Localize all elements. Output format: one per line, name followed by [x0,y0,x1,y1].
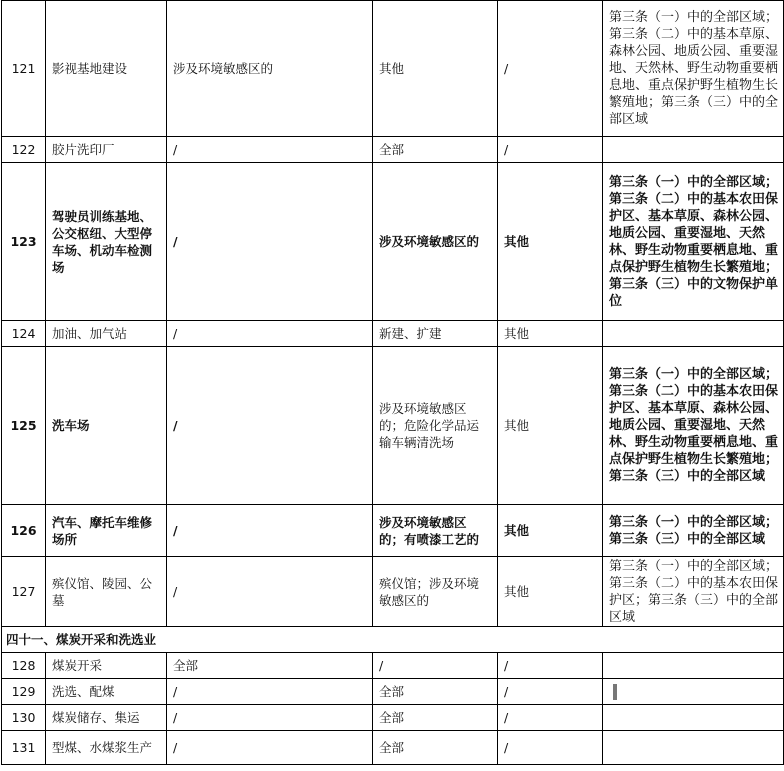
sensitive-area-cell [603,679,784,705]
sensitive-area-cell: 第三条（一）中的全部区域；第三条（二）中的基本农田保护区、基本草原、森林公园、地质公园、重要湿地、天然林、野生动物重要栖息地、重点保护野生植物生长繁殖地；第三条（三）中的全部区域 [603,347,784,505]
sensitive-area-cell [603,653,784,679]
registration-cell: / [498,705,603,731]
report-book-cell: / [167,705,373,731]
row-number: 130 [2,705,46,731]
table-row [2,731,784,765]
table-row [2,705,784,731]
project-classification-table [1,0,784,765]
row-number: 122 [2,137,46,163]
sensitive-area-cell: 第三条（一）中的全部区域；第三条（三）中的全部区域 [603,505,784,557]
section-header-row [2,627,784,653]
row-number: 125 [2,347,46,505]
registration-cell: 其他 [498,321,603,347]
report-form-cell: 涉及环境敏感区的；危险化学品运输车辆清洗场 [373,347,498,505]
registration-cell: / [498,731,603,765]
report-form-cell: 殡仪馆；涉及环境敏感区的 [373,557,498,627]
sensitive-area-cell [603,321,784,347]
report-book-cell: / [167,731,373,765]
report-book-cell: / [167,557,373,627]
registration-cell: 其他 [498,557,603,627]
table-row [2,653,784,679]
sensitive-area-cell [603,137,784,163]
report-form-cell: 全部 [373,679,498,705]
registration-cell: 其他 [498,163,603,321]
project-name: 加油、加气站 [46,321,167,347]
row-number: 127 [2,557,46,627]
row-number: 124 [2,321,46,347]
project-name: 洗车场 [46,347,167,505]
report-book-cell: 全部 [167,653,373,679]
report-form-cell: 全部 [373,137,498,163]
table-row [2,347,784,505]
table-row [2,679,784,705]
sensitive-area-cell: 第三条（一）中的全部区域；第三条（二）中的基本草原、森林公园、地质公园、重要湿地、天然林、野生动物重要栖息地、重点保护野生植物生长繁殖地；第三条（三）中的全部区域 [603,1,784,137]
table-row [2,505,784,557]
project-name: 影视基地建设 [46,1,167,137]
row-number: 131 [2,731,46,765]
project-name: 煤炭储存、集运 [46,705,167,731]
table-row [2,163,784,321]
registration-cell: / [498,1,603,137]
sensitive-area-cell [603,705,784,731]
report-form-cell: 涉及环境敏感区的；有喷漆工艺的 [373,505,498,557]
registration-cell: 其他 [498,505,603,557]
project-name: 煤炭开采 [46,653,167,679]
row-number: 126 [2,505,46,557]
table-row [2,1,784,137]
table-row [2,557,784,627]
report-book-cell: / [167,505,373,557]
report-form-cell: 新建、扩建 [373,321,498,347]
report-book-cell: / [167,679,373,705]
table-row [2,137,784,163]
registration-cell: 其他 [498,347,603,505]
report-book-cell: / [167,163,373,321]
report-form-cell: / [373,653,498,679]
text-cursor-marker [613,684,617,700]
section-title: 四十一、煤炭开采和洗选业 [2,627,784,653]
report-form-cell: 全部 [373,731,498,765]
sensitive-area-cell: 第三条（一）中的全部区域；第三条（二）中的基本农田保护区、基本草原、森林公园、地质公园、重要湿地、天然林、野生动物重要栖息地、重点保护野生植物生长繁殖地；第三条（三）中的文物保护单位 [603,163,784,321]
report-book-cell: / [167,321,373,347]
registration-cell: / [498,679,603,705]
report-form-cell: 其他 [373,1,498,137]
row-number: 121 [2,1,46,137]
registration-cell: / [498,137,603,163]
sensitive-area-cell [603,731,784,765]
report-form-cell: 全部 [373,705,498,731]
project-name: 驾驶员训练基地、公交枢纽、大型停车场、机动车检测场 [46,163,167,321]
project-name: 殡仪馆、陵园、公墓 [46,557,167,627]
report-book-cell: 涉及环境敏感区的 [167,1,373,137]
project-name: 汽车、摩托车维修场所 [46,505,167,557]
row-number: 129 [2,679,46,705]
project-name: 胶片洗印厂 [46,137,167,163]
registration-cell: / [498,653,603,679]
sensitive-area-cell: 第三条（一）中的全部区域；第三条（二）中的基本农田保护区；第三条（三）中的全部区域 [603,557,784,627]
report-form-cell: 涉及环境敏感区的 [373,163,498,321]
project-name: 洗选、配煤 [46,679,167,705]
row-number: 123 [2,163,46,321]
report-book-cell: / [167,137,373,163]
table-row [2,321,784,347]
project-name: 型煤、水煤浆生产 [46,731,167,765]
row-number: 128 [2,653,46,679]
report-book-cell: / [167,347,373,505]
